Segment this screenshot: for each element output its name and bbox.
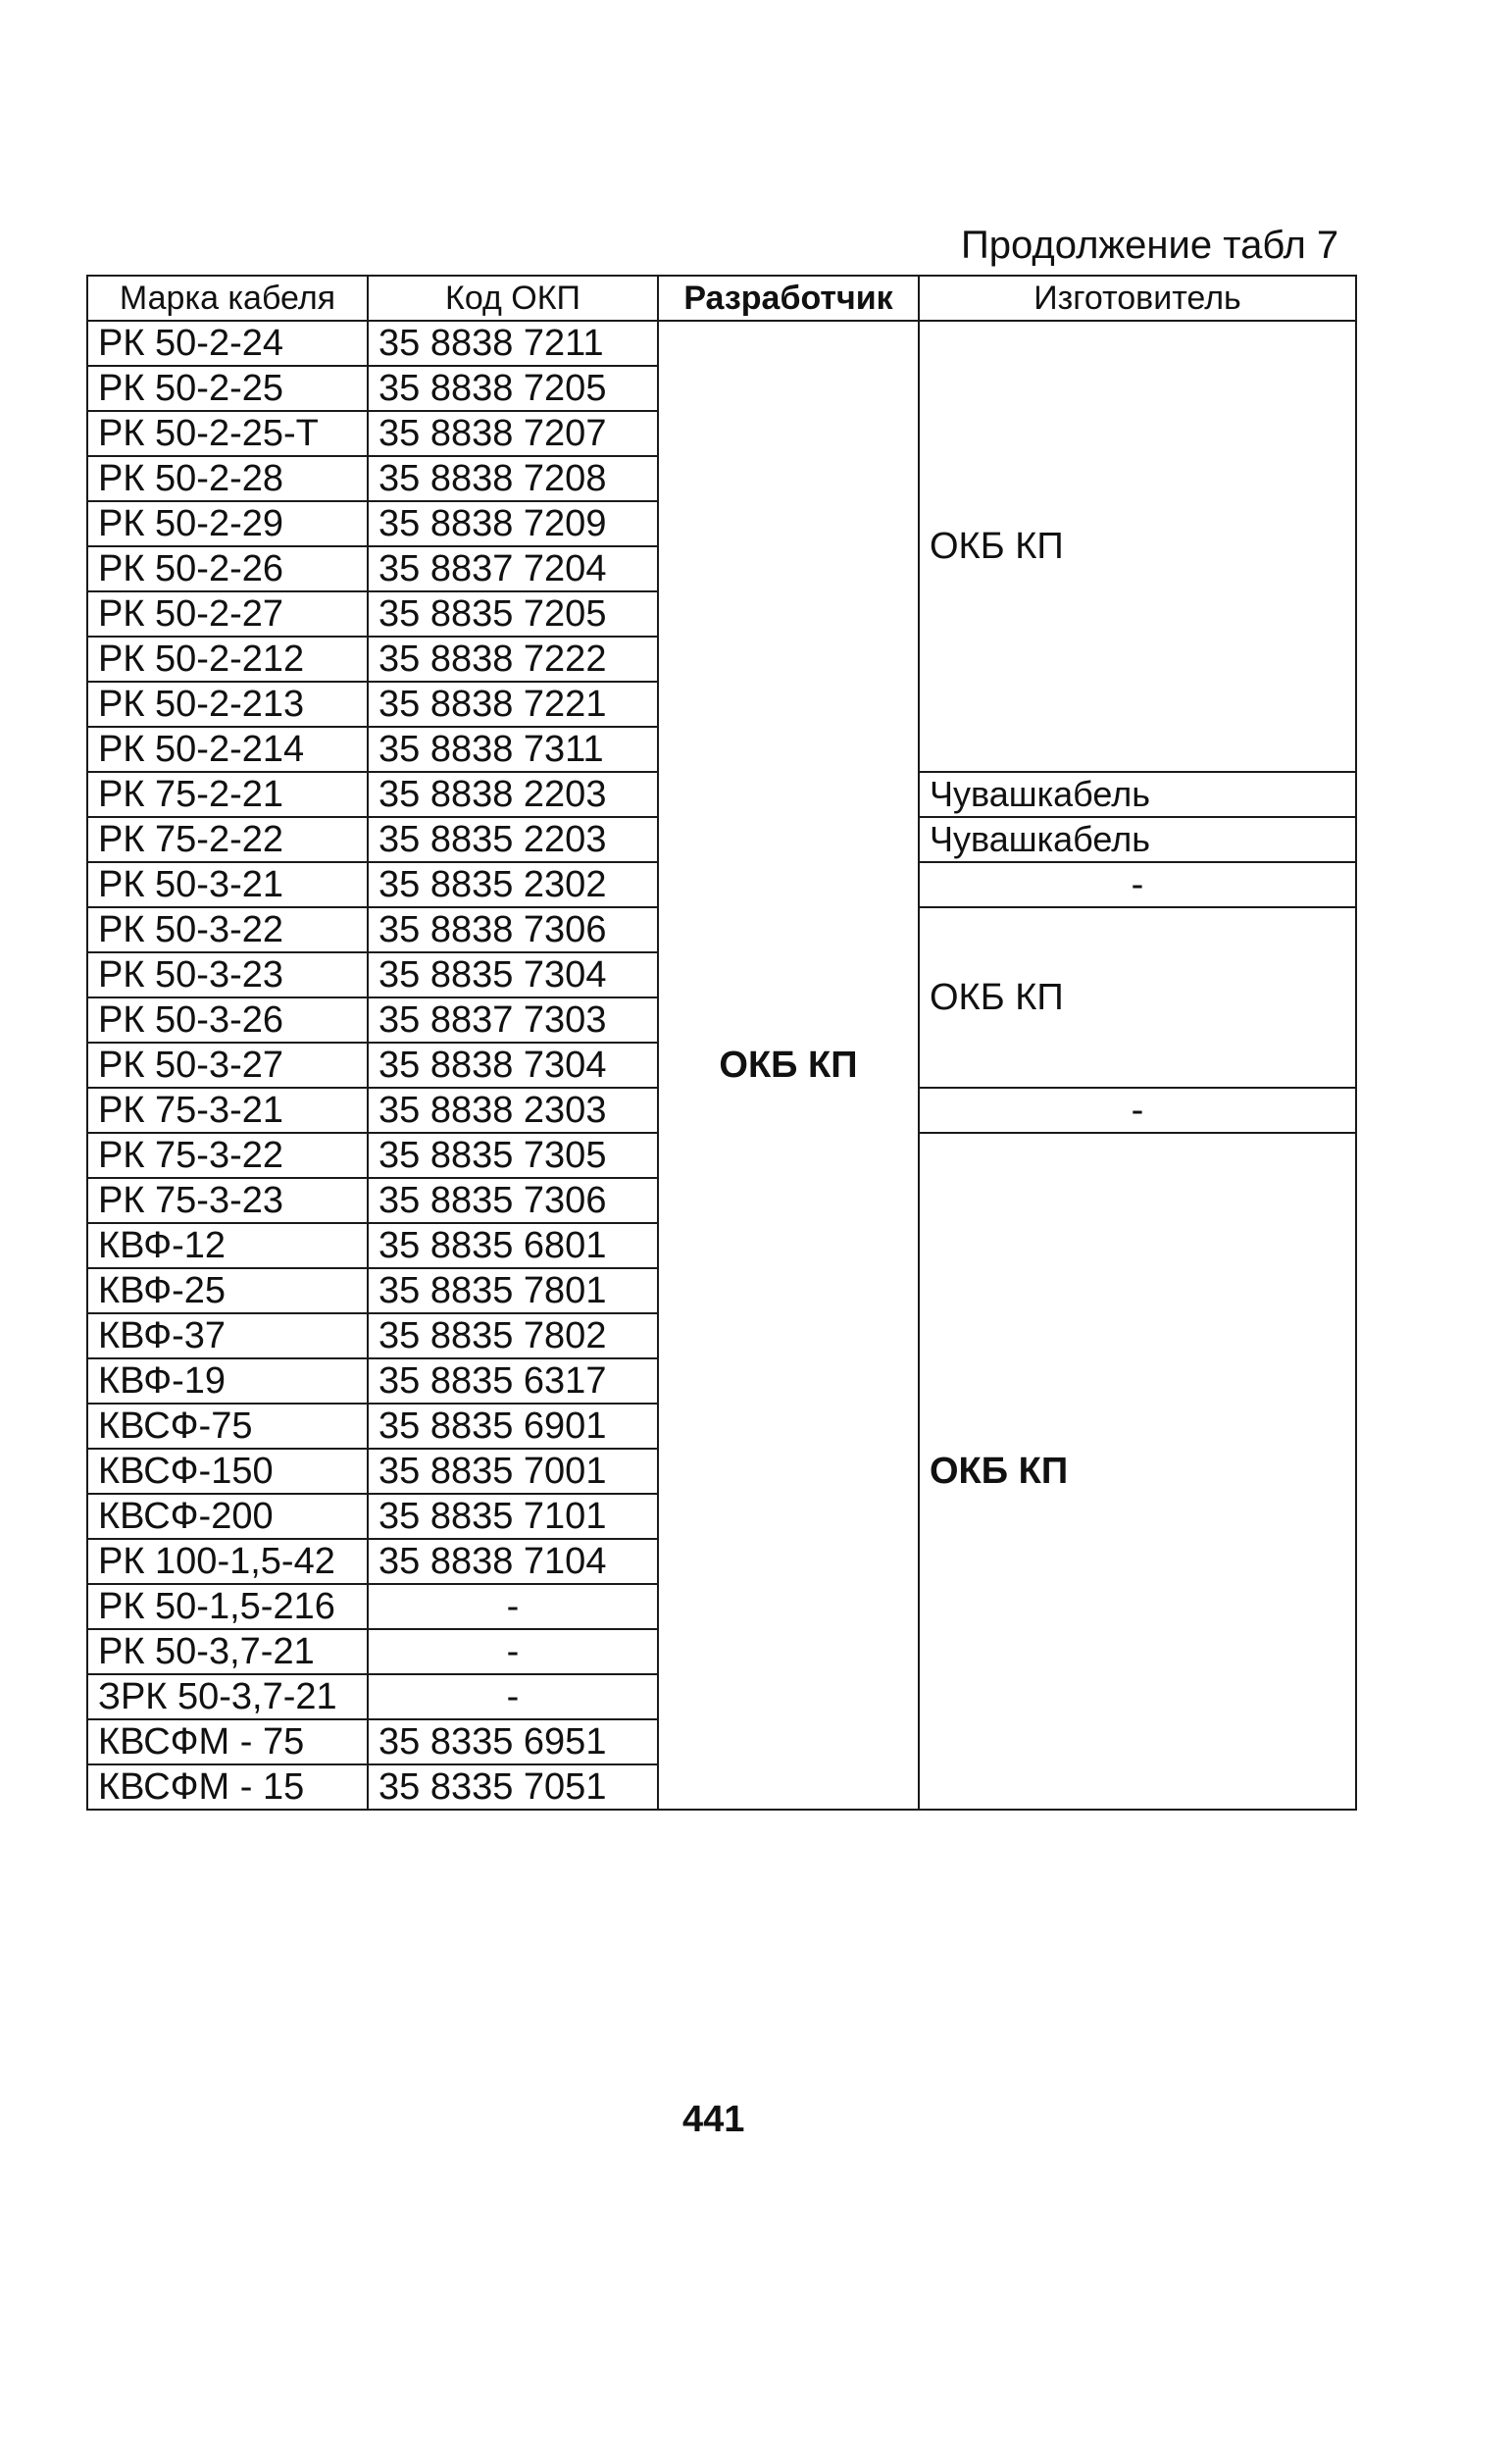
cell-brand: РК 75-3-22 <box>87 1133 368 1178</box>
cell-code: 35 8835 6901 <box>368 1404 658 1449</box>
cell-brand: КВСФМ - 75 <box>87 1719 368 1764</box>
cell-brand: РК 50-2-24 <box>87 321 368 366</box>
cell-code: 35 8335 7051 <box>368 1764 658 1810</box>
cell-code: - <box>368 1629 658 1674</box>
table-row <box>87 321 1356 366</box>
cell-code: 35 8835 7205 <box>368 591 658 637</box>
cell-code: 35 8835 2302 <box>368 862 658 907</box>
cell-code: 35 8835 7304 <box>368 952 658 997</box>
cell-code: 35 8838 7205 <box>368 366 658 411</box>
cell-manufacturer: ОКБ КП <box>919 907 1356 1088</box>
cell-brand: РК 50-2-28 <box>87 456 368 501</box>
cell-brand: КВФ-25 <box>87 1268 368 1313</box>
cell-code: 35 8835 7802 <box>368 1313 658 1358</box>
cell-brand: КВСФ-150 <box>87 1449 368 1494</box>
cell-code: 35 8835 7306 <box>368 1178 658 1223</box>
cell-brand: РК 50-3-22 <box>87 907 368 952</box>
cell-brand: КВФ-37 <box>87 1313 368 1358</box>
cell-manufacturer: Чувашкабель <box>919 772 1356 817</box>
cell-code: 35 8838 7304 <box>368 1043 658 1088</box>
cell-code: 35 8838 2203 <box>368 772 658 817</box>
cell-code: 35 8835 7305 <box>368 1133 658 1178</box>
cell-code: 35 8835 7101 <box>368 1494 658 1539</box>
cell-brand: РК 50-1,5-216 <box>87 1584 368 1629</box>
page-number: 441 <box>682 2099 745 2140</box>
cell-code: - <box>368 1584 658 1629</box>
table-body <box>87 321 1356 1810</box>
cell-code: 35 8837 7303 <box>368 997 658 1043</box>
cell-brand: ЗРК 50-3,7-21 <box>87 1674 368 1719</box>
cell-brand: КВФ-19 <box>87 1358 368 1404</box>
cell-manufacturer: - <box>919 862 1356 907</box>
cell-brand: РК 50-3-23 <box>87 952 368 997</box>
cell-code: 35 8838 7306 <box>368 907 658 952</box>
cell-code: 35 8838 7208 <box>368 456 658 501</box>
header-code: Код ОКП <box>368 276 658 321</box>
cell-brand: РК 50-2-26 <box>87 546 368 591</box>
cell-brand: РК 50-2-25 <box>87 366 368 411</box>
cell-code: 35 8835 6317 <box>368 1358 658 1404</box>
cell-code: 35 8838 7209 <box>368 501 658 546</box>
cell-brand: РК 50-3-26 <box>87 997 368 1043</box>
cell-brand: РК 50-2-214 <box>87 727 368 772</box>
cell-code: 35 8837 7204 <box>368 546 658 591</box>
cell-code: 35 8335 6951 <box>368 1719 658 1764</box>
cell-code: 35 8835 7801 <box>368 1268 658 1313</box>
cell-brand: РК 50-2-25-Т <box>87 411 368 456</box>
cell-code: 35 8838 7222 <box>368 637 658 682</box>
cell-code: - <box>368 1674 658 1719</box>
header-row <box>87 276 1356 321</box>
cell-brand: РК 75-3-23 <box>87 1178 368 1223</box>
cell-brand: РК 50-2-27 <box>87 591 368 637</box>
cable-table <box>86 275 1357 1811</box>
cell-brand: РК 75-2-21 <box>87 772 368 817</box>
cell-brand: РК 50-3,7-21 <box>87 1629 368 1674</box>
header-manufacturer: Изготовитель <box>919 276 1356 321</box>
cell-code: 35 8838 7211 <box>368 321 658 366</box>
cell-developer: ОКБ КП <box>658 321 919 1810</box>
cell-code: 35 8835 7001 <box>368 1449 658 1494</box>
cell-brand: РК 50-2-29 <box>87 501 368 546</box>
cell-brand: КВФ-12 <box>87 1223 368 1268</box>
cell-code: 35 8838 7207 <box>368 411 658 456</box>
header-developer: Разработчик <box>658 276 919 321</box>
cell-brand: РК 100-1,5-42 <box>87 1539 368 1584</box>
cell-brand: РК 50-2-212 <box>87 637 368 682</box>
cell-brand: КВСФМ - 15 <box>87 1764 368 1810</box>
cell-code: 35 8838 7104 <box>368 1539 658 1584</box>
cell-code: 35 8835 2203 <box>368 817 658 862</box>
cell-brand: РК 75-3-21 <box>87 1088 368 1133</box>
cell-brand: КВСФ-200 <box>87 1494 368 1539</box>
cell-brand: РК 50-3-21 <box>87 862 368 907</box>
cell-manufacturer: ОКБ КП <box>919 321 1356 772</box>
cell-code: 35 8838 2303 <box>368 1088 658 1133</box>
cell-code: 35 8835 6801 <box>368 1223 658 1268</box>
table-caption: Продолжение табл 7 <box>961 224 1339 267</box>
cell-brand: РК 75-2-22 <box>87 817 368 862</box>
cell-code: 35 8838 7311 <box>368 727 658 772</box>
cell-manufacturer: Чувашкабель <box>919 817 1356 862</box>
cell-brand: РК 50-3-27 <box>87 1043 368 1088</box>
cell-brand: РК 50-2-213 <box>87 682 368 727</box>
cell-code: 35 8838 7221 <box>368 682 658 727</box>
cell-manufacturer: - <box>919 1088 1356 1133</box>
cell-brand: КВСФ-75 <box>87 1404 368 1449</box>
header-brand: Марка кабеля <box>87 276 368 321</box>
cell-manufacturer: ОКБ КП <box>919 1133 1356 1810</box>
